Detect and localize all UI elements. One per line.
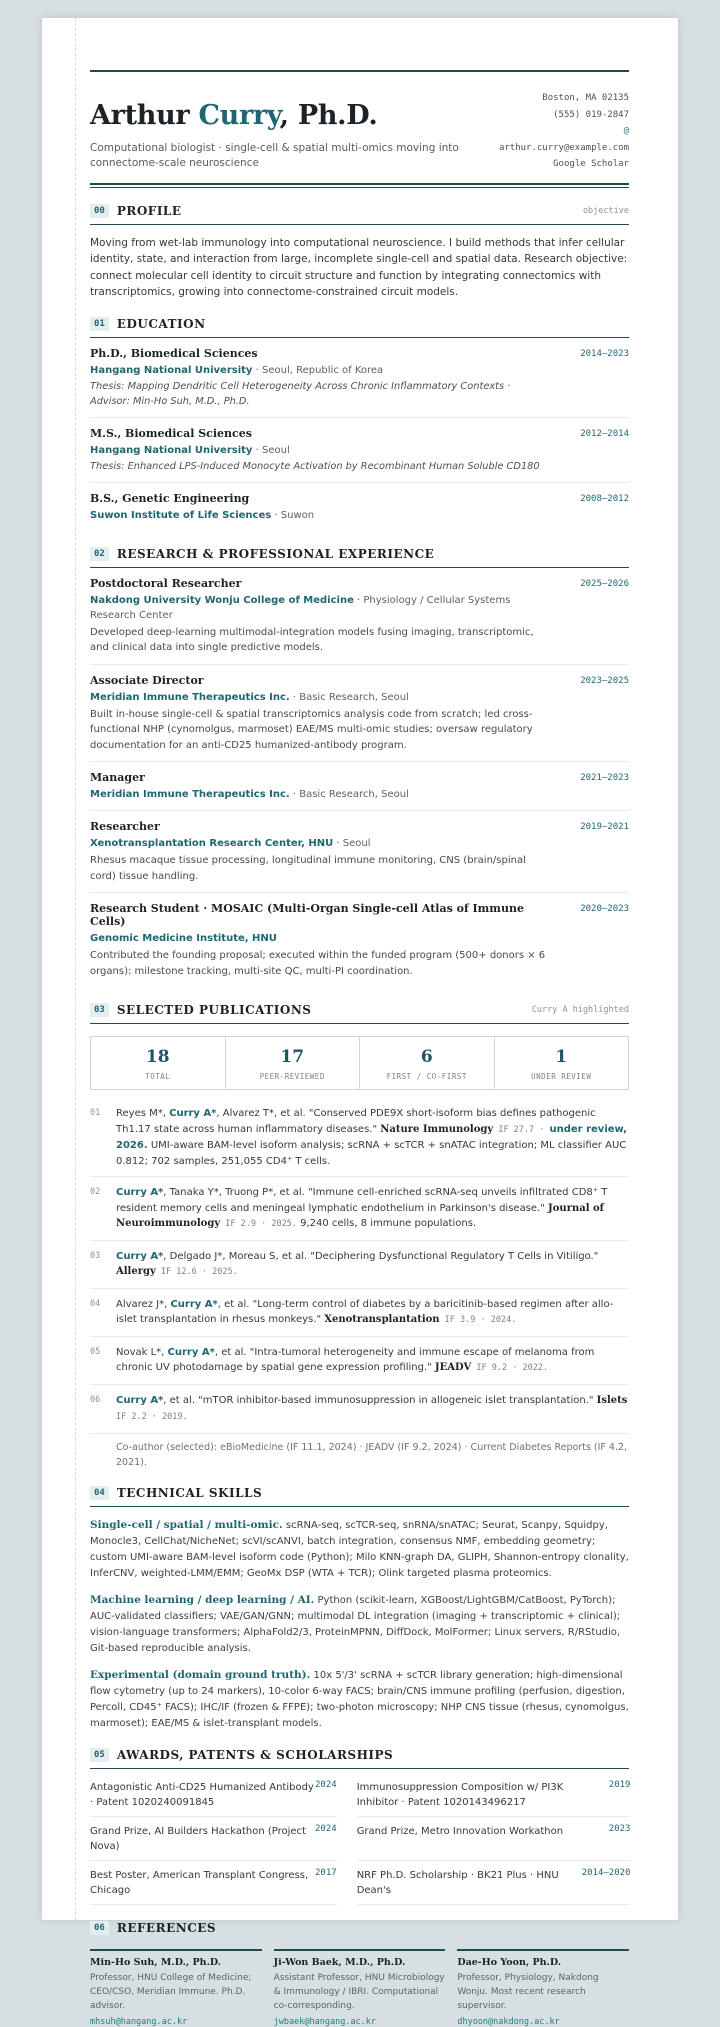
institution: Genomic Medicine Institute, HNU — [90, 933, 277, 944]
stat-label: PEER-REVIEWED — [259, 1072, 325, 1081]
award-year: 2017 — [315, 1867, 337, 1878]
pub-details: UMI-aware BAM-level isoform analysis; scRNA + scTCR + snATAC integration; ML classifier AUC 0.812; 702 samples, 251,055 CD4⁺ T cells. — [116, 1140, 627, 1167]
institution: Hangang National University — [90, 444, 253, 456]
stat-value: 17 — [280, 1047, 305, 1067]
skill-text: Python (scikit-learn, XGBoost/LightGBM/CatBoost, PyTorch); AUC-validated classifiers; VAE/GAN/GNN; multimodal DL integration (imaging + transcriptomic + clinical); vision-language transformers; AlphaFold2/3, ProteinMPNN, DiffDock, MolFormer; Linux servers, R/RStudio, Git-based reproducible analysis. — [90, 1594, 621, 1654]
reference-description: Professor, HNU College of Medicine; CEO/CSO, Meridian Immune. Ph.D. advisor. — [90, 1972, 252, 2011]
award-year: 2014–2020 — [581, 1867, 631, 1878]
stat-value: 18 — [145, 1047, 170, 1067]
date-range: 2020–2023 — [580, 904, 629, 914]
stat-label: UNDER REVIEW — [531, 1072, 592, 1081]
description: Contributed the founding proposal; executed within the funded program (500+ donors × 6 organs): milestone tracking, multi-site QC, multi-PI coordination. — [90, 950, 546, 977]
section-profile-header — [90, 204, 629, 225]
department: · Basic Research, Seoul — [289, 691, 409, 703]
institution-line — [90, 443, 550, 458]
institution: Meridian Immune Therapeutics Inc. — [90, 691, 290, 703]
impact-factor: IF 3.9 · 2024. — [439, 1315, 517, 1325]
reference-email[interactable]: dhyoon@nakdong.ac.kr — [457, 2016, 560, 2027]
reference-card — [274, 1949, 446, 2027]
thesis-note: Thesis: Mapping Dendritic Cell Heterogeneity Across Chronic Inflammatory Contexts · Advisor: Min-Ho Suh, M.D., Ph.D. — [90, 380, 511, 407]
award-text: Best Poster, American Transplant Congress, Chicago — [90, 1869, 309, 1896]
degree: B.S., Genetic Engineering — [90, 491, 250, 505]
date-range: 2023–2025 — [580, 675, 629, 686]
references-list — [90, 1949, 629, 2027]
experience-item — [90, 762, 629, 811]
reference-card — [457, 1949, 629, 2027]
impact-factor: IF 12.6 · 2025. — [155, 1267, 238, 1277]
institution: Meridian Immune Therapeutics Inc. — [90, 789, 290, 800]
stat-label: TOTAL — [145, 1072, 171, 1081]
reference-email[interactable]: jwbaek@hangang.ac.kr — [273, 2016, 377, 2027]
header — [90, 90, 629, 173]
role: Research Student · MOSAIC (Multi-Organ Single-cell Atlas of Immune Cells) — [90, 902, 524, 928]
reference-email[interactable]: mhsuh@hangang.ac.kr — [90, 2016, 188, 2027]
section-awards-header — [90, 1748, 629, 1769]
institution: Suwon Institute of Life Sciences — [90, 509, 272, 521]
institution-line — [90, 508, 550, 523]
degree: M.S., Biomedical Sciences — [90, 426, 252, 440]
reference-description: Professor, Physiology, Nakdong Wonju. Most recent research supervisor. — [457, 1972, 599, 2011]
institution-line — [90, 593, 550, 623]
scholar-link[interactable]: Google Scholar — [553, 159, 629, 169]
role: Associate Director — [90, 673, 204, 687]
award-item — [357, 1861, 631, 1905]
role: Researcher — [90, 820, 160, 833]
award-text: NRF Ph.D. Scholarship · BK21 Plus · HNU Dean's — [356, 1869, 559, 1896]
highlighted-author: Curry A* — [169, 1108, 217, 1119]
section-title: RESEARCH & PROFESSIONAL EXPERIENCE — [116, 546, 435, 561]
journal: Journal of Neuroimmunology — [116, 1202, 604, 1229]
section-title: REFERENCES — [116, 1920, 217, 1935]
section-number: 06 — [90, 1921, 109, 1935]
section-number: 01 — [90, 317, 109, 331]
section-number: 02 — [90, 547, 109, 561]
award-year: 2024 — [315, 1779, 337, 1790]
location: · Suwon — [271, 509, 315, 521]
date-range: 2021–2023 — [580, 773, 629, 783]
pub-citation — [116, 1185, 629, 1233]
reference-name: Dae-Ho Yoon, Ph.D. — [457, 1956, 562, 1968]
skill-group — [90, 1592, 629, 1657]
tagline: Computational biologist · single-cell & spatial multi-omics moving into connectome-scale neuroscience — [90, 142, 459, 169]
pub-citation — [116, 1106, 629, 1169]
publication-item — [90, 1289, 629, 1337]
skill-text: 10x 5'/3' scRNA + scTCR library generation; high-dimensional flow cytometry (up to 24 markers), 10-color 6-way FACS; brain/CNS immune profiling (perfusion, digestion, Percoll, CD45⁺ FACS); IHC/IF (frozen & FFPE); two-photon microscopy; NHP CNS tissue (rhesus, cynomolgus, marmoset); EAE/MS & islet-transplant models. — [90, 1669, 629, 1729]
department: · Seoul — [333, 838, 371, 849]
institution-line — [90, 363, 550, 378]
award-year: 2019 — [608, 1779, 631, 1790]
publication-stats — [90, 1036, 629, 1090]
authors-pre: Novak L*, — [116, 1346, 168, 1358]
skill-group — [90, 1667, 629, 1732]
section-tag: objective — [582, 205, 629, 216]
journal: Islets — [596, 1394, 628, 1406]
resume-page — [42, 18, 678, 2027]
section-title: EDUCATION — [116, 316, 206, 331]
institution-line — [90, 787, 550, 802]
degree: Ph.D., Biomedical Sciences — [90, 346, 258, 360]
experience-item — [90, 568, 629, 665]
highlighted-author: Curry A* — [116, 1187, 164, 1198]
section-references-header — [90, 1921, 629, 1941]
award-item — [357, 1817, 631, 1861]
experience-list — [90, 568, 629, 988]
section-education-header — [90, 317, 629, 338]
pub-number: 04 — [90, 1298, 101, 1309]
reference-card — [90, 1949, 262, 2027]
award-item — [90, 1817, 337, 1861]
description: Developed deep-learning multimodal-integration models fusing imaging, transcriptomic, and clinical data into single predictive models. — [90, 626, 534, 653]
stat-under-review — [495, 1037, 629, 1089]
profile-text: Moving from wet-lab immunology into computational neuroscience. I build methods that infer cellular identity, state, and interaction from large, incomplete single-cell and spatial data. Research objective: connect molecular cell identity to circuit structure and function by integrating connectomics with transcriptomics, growing into connectome-constrained circuit models. — [90, 236, 628, 298]
section-number: 05 — [90, 1748, 109, 1762]
role: Postdoctoral Researcher — [90, 576, 242, 590]
stat-value: 1 — [555, 1047, 568, 1067]
authors-pre: Alvarez J*, — [116, 1298, 171, 1310]
authors-title: , et al. "Intra-tumoral heterogeneity and immune escape of melanoma from chronic UV photodamage by spatial gene expression profiling." — [116, 1346, 595, 1373]
section-number: 00 — [90, 204, 109, 218]
section-tag: Curry A highlighted — [531, 1005, 629, 1015]
description: Rhesus macaque tissue processing, longitudinal immune monitoring, CNS (brain/spinal cord) tissue handling. — [90, 855, 526, 882]
coauthor-note: Co-author (selected): eBioMedicine (IF 11.1, 2024) · JEADV (IF 9.2, 2024) · Current Diabetes Reports (IF 4.2, 2021). — [116, 1441, 628, 1468]
stat-peer-reviewed — [226, 1037, 361, 1089]
section-number: 03 — [90, 1003, 109, 1017]
section-title: AWARDS, PATENTS & SCHOLARSHIPS — [116, 1747, 394, 1762]
pub-number: 03 — [90, 1250, 101, 1261]
authors-title: , et al. "mTOR inhibitor-based immunosuppression in allogeneic islet transplantation." — [163, 1394, 597, 1406]
education-item — [90, 418, 629, 483]
award-item — [90, 1861, 337, 1905]
description: Built in-house single-cell & spatial transcriptomics analysis code from scratch; led cross-functional NHP (cynomolgus, marmoset) EAE/MS multi-omic studies; oversaw regulatory documentation for an anti-CD25 humanized-antibody program. — [90, 708, 533, 751]
skill-text: scRNA-seq, scTCR-seq, snRNA/snATAC; Seurat, Scanpy, Squidpy, Monocle3, CellChat/NicheNet; scVI/scANVI, batch integration, consensus NMF, embedding geometry; custom UMI-aware BAM-level isoform code (Python); Milo KNN-graph DA, GLIPH, Shannon-entropy clonality, InferCNV, weighted-LMM/EMM; GeoMx DSP (WTA + TCR); Olink targeted plasma proteomics. — [90, 1519, 629, 1579]
publication-item — [90, 1337, 629, 1385]
section-skills-header — [90, 1486, 629, 1507]
pub-number: 06 — [90, 1394, 101, 1405]
journal: Allergy — [116, 1266, 156, 1277]
awards-grid — [90, 1773, 629, 1905]
impact-factor: IF 27.7 · — [493, 1124, 550, 1135]
institution-line — [90, 836, 550, 851]
publication-item — [90, 1098, 629, 1177]
publication-list — [90, 1098, 629, 1470]
publication-item — [90, 1177, 629, 1241]
section-number: 04 — [90, 1486, 109, 1500]
journal: Nature Immunology — [380, 1123, 494, 1135]
impact-factor: IF 2.9 · 2025. — [220, 1219, 297, 1229]
date-range: 2025–2026 — [580, 578, 629, 589]
date-range: 2019–2021 — [580, 822, 629, 832]
journal: Xenotransplantation — [324, 1314, 440, 1325]
reference-name: Min-Ho Suh, M.D., Ph.D. — [90, 1956, 222, 1968]
stat-total — [91, 1037, 226, 1089]
location: Boston, MA 02135 — [542, 93, 629, 103]
award-text: Immunosuppression Composition w/ PI3K Inhibitor · Patent 1020143496217 — [356, 1781, 564, 1808]
institution-line — [90, 931, 550, 946]
role: Manager — [90, 771, 145, 784]
reference-name: Ji-Won Baek, M.D., Ph.D. — [273, 1956, 406, 1968]
pub-citation — [116, 1345, 629, 1377]
experience-item — [90, 893, 629, 987]
skill-group — [90, 1517, 629, 1582]
margin-guide — [75, 18, 76, 1920]
contact-block — [499, 90, 629, 173]
pub-citation — [116, 1393, 629, 1426]
header-rule — [90, 183, 629, 185]
stat-first-author — [360, 1037, 495, 1089]
section-experience-header — [90, 547, 629, 568]
authors-title: , Alvarez T*, et al. "Conserved PDE9X short-isoform bias defines pathogenic Th1.17 state across human inflammatory diseases." — [116, 1108, 596, 1135]
education-list — [90, 338, 629, 531]
location: · Seoul, Republic of Korea — [252, 364, 384, 376]
date-range: 2014–2023 — [580, 348, 629, 359]
section-title: TECHNICAL SKILLS — [116, 1485, 263, 1500]
institution-line — [90, 690, 550, 705]
pub-number: 01 — [90, 1108, 101, 1118]
pub-number: 02 — [90, 1187, 101, 1197]
institution: Xenotransplantation Research Center, HNU — [90, 838, 334, 849]
review-status: under review, 2026. — [116, 1123, 627, 1151]
department: · Physiology / Cellular Systems Research Center — [90, 594, 511, 621]
header-rule-thin — [90, 187, 629, 188]
skill-heading: Experimental (domain ground truth). — [90, 1668, 311, 1681]
education-item — [90, 338, 629, 418]
reference-description: Assistant Professor, HNU Microbiology & Immunology / IBRI. Computational co-corresponding. — [273, 1972, 445, 2011]
date-range: 2008–2012 — [580, 493, 629, 504]
phone: (555) 019-2847 — [553, 109, 629, 120]
education-item — [90, 483, 629, 531]
name-suffix: , Ph.D. — [279, 100, 378, 131]
pub-citation — [116, 1297, 629, 1329]
section-title: SELECTED PUBLICATIONS — [116, 1003, 312, 1017]
award-item — [90, 1773, 337, 1817]
section-title: PROFILE — [116, 203, 182, 218]
thesis-note: Thesis: Enhanced LPS-Induced Monocyte Activation by Recombinant Human Soluble CD180 — [90, 460, 540, 472]
award-year: 2023 — [608, 1823, 631, 1834]
institution: Hangang National University — [90, 364, 253, 376]
impact-factor: IF 9.2 · 2022. — [471, 1363, 549, 1373]
pub-citation — [116, 1249, 629, 1281]
candidate-name — [90, 100, 490, 131]
highlighted-author: Curry A* — [167, 1346, 215, 1358]
publication-item — [90, 1241, 629, 1289]
skill-heading: Machine learning / deep learning / AI. — [90, 1593, 315, 1606]
name-first: Arthur — [90, 100, 199, 131]
authors-title: , et al. "Long-term control of diabetes by a baricitinib-based regimen after allo-islet transplantation in rhesus monkeys." — [116, 1298, 614, 1325]
institution: Nakdong University Wonju College of Medicine — [90, 594, 354, 606]
email-link[interactable]: arthur.curry@example.com — [498, 142, 629, 153]
authors-title: , Tanaka Y*, Truong P*, et al. "Immune cell-enriched scRNA-seq unveils infiltrated CD8⁺ T resident memory cells and meningeal lymphatic endothelium in Parkinson's disease." — [116, 1187, 608, 1214]
authors-pre: Reyes M*, — [116, 1108, 170, 1119]
pub-number: 05 — [90, 1346, 101, 1357]
date-range: 2012–2014 — [580, 428, 629, 439]
award-year: 2024 — [315, 1823, 337, 1834]
top-rule — [90, 70, 629, 72]
stat-value: 6 — [420, 1047, 433, 1067]
award-text: Antagonistic Anti-CD25 Humanized Antibody · Patent 1020240091845 — [90, 1781, 314, 1808]
department: · Basic Research, Seoul — [289, 789, 409, 800]
highlighted-author: Curry A* — [170, 1298, 218, 1310]
resume-content — [90, 70, 629, 2027]
name-accent: Curry — [198, 100, 280, 131]
journal: JEADV — [434, 1362, 472, 1373]
stat-label: FIRST / CO-FIRST — [386, 1072, 467, 1081]
skill-heading: Single-cell / spatial / multi-omic. — [90, 1518, 283, 1531]
experience-item — [90, 811, 629, 893]
section-publications-header — [90, 1003, 629, 1024]
award-text: Grand Prize, Metro Innovation Workathon — [356, 1825, 564, 1837]
highlighted-author: Curry A* — [116, 1394, 164, 1406]
publication-item — [90, 1385, 629, 1434]
award-item — [357, 1773, 631, 1817]
at-icon: @ — [623, 126, 629, 136]
pub-details: 9,240 cells, 8 immune populations. — [296, 1218, 477, 1229]
location: · Seoul — [252, 444, 290, 456]
authors-title: , Delgado J*, Moreau S, et al. "Deciphering Dysfunctional Regulatory T Cells in Vitiligo." — [163, 1250, 599, 1262]
experience-item — [90, 665, 629, 763]
highlighted-author: Curry A* — [116, 1250, 164, 1262]
impact-factor: IF 2.2 · 2019. — [116, 1412, 188, 1422]
award-text: Grand Prize, AI Builders Hackathon (Project Nova) — [90, 1825, 306, 1852]
